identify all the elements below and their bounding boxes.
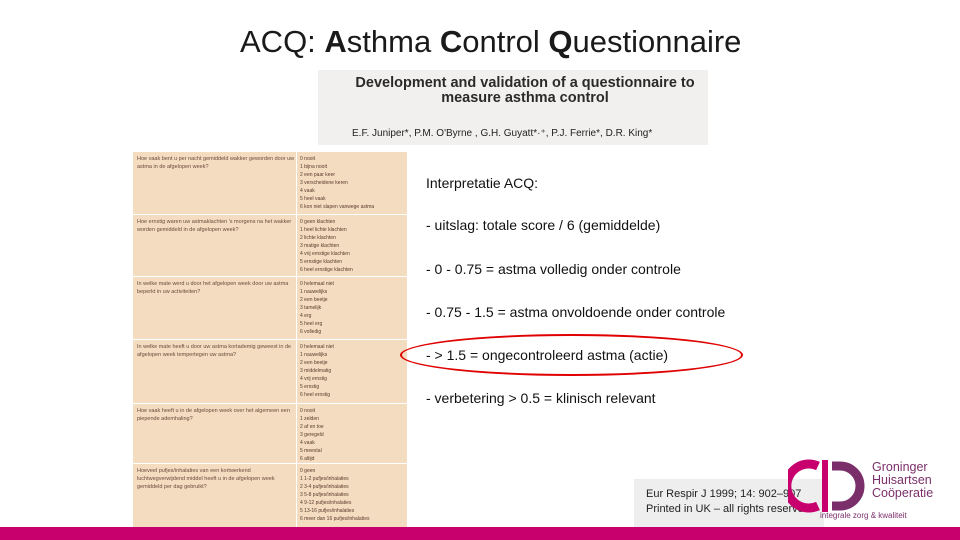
answer-option: 1 zelden: [300, 416, 319, 422]
answer-option: 4 vrij ernstige klachten: [300, 251, 350, 257]
answer-option: 6 heel ernstig: [300, 392, 331, 398]
highlight-oval: [400, 334, 743, 376]
slide-title: [240, 24, 741, 60]
logo-line-1: Groninger: [872, 460, 928, 474]
interpretation-line-score: - uitslag: totale score / 6 (gemiddelde): [426, 217, 661, 233]
question-text: Hoe vaak heeft u in de afgelopen week over het algemeen een piepende ademhaling?: [137, 408, 290, 422]
answer-option: 4 9-12 pufjes/inhalaties: [300, 500, 352, 506]
title-letter-a: A: [324, 24, 347, 59]
question-row: [133, 339, 407, 404]
answer-option: 0 helemaal niet: [300, 281, 334, 287]
answer-option: 3 tamelijk: [300, 305, 322, 311]
answer-option: 6 altijd: [300, 456, 315, 462]
answer-option: 1 bijna nooit: [300, 164, 327, 170]
answer-option: 6 heel ernstige klachten: [300, 267, 353, 273]
interpretation-line-improvement: - verbetering > 0.5 = klinisch relevant: [426, 390, 656, 406]
paper-authors: E.F. Juniper*, P.M. O'Byrne , G.H. Guyatt*·⁺, P.J. Ferrie*, D.R. King*: [352, 128, 653, 139]
answer-option: 3 matige klachten: [300, 243, 340, 249]
answer-option: 2 een beetje: [300, 297, 328, 303]
answer-option: 2 lichte klachten: [300, 235, 336, 241]
answer-option: 6 kon niet slapen vanwege astma: [300, 204, 375, 210]
answer-option: 2 een beetje: [300, 360, 328, 366]
bottom-brand-bar: [0, 527, 960, 540]
answer-option: 1 heel lichte klachten: [300, 227, 347, 233]
interpretation-heading: Interpretatie ACQ:: [426, 175, 539, 191]
citation-rights: Printed in UK – all rights reserved: [646, 503, 810, 515]
answer-option: 3 verscheidene keren: [300, 180, 348, 186]
answer-option: 4 vaak: [300, 440, 315, 446]
question-text: Hoe ernstig waren uw astmaklachten 's morgens na het wakker worden gemiddeld in de afgelopen week?: [137, 219, 292, 233]
answer-option: 2 af en toe: [300, 424, 324, 430]
answer-option: 5 ernstige klachten: [300, 259, 342, 265]
answer-option: 5 heel vaak: [300, 196, 326, 202]
paper-header-image: [318, 70, 708, 145]
question-row: [133, 276, 407, 340]
answer-option: 1 nauwelijks: [300, 289, 328, 295]
questionnaire-image: [133, 151, 407, 527]
answer-option: 4 vrij ernstig: [300, 376, 327, 382]
title-prefix: ACQ:: [240, 24, 325, 59]
title-part-1: sthma: [346, 24, 440, 59]
title-letter-c: C: [439, 24, 463, 59]
question-row: [133, 403, 407, 464]
answer-option: 4 vaak: [300, 188, 315, 194]
title-part-3: uestionnaire: [572, 24, 742, 59]
answer-option: 2 een paar keer: [300, 172, 336, 178]
question-row: [133, 151, 407, 215]
logo-line-3: Coöperatie: [872, 486, 934, 500]
answer-option: 1 nauwelijks: [300, 352, 328, 358]
question-row: [133, 214, 407, 277]
answer-option: 1 1-2 pufjes/inhalaties: [300, 476, 349, 482]
answer-option: 3 middelmatig: [300, 368, 332, 374]
answer-option: 5 heel erg: [300, 321, 323, 327]
question-row: [133, 463, 407, 528]
question-text: Hoe vaak bent u per nacht gemiddeld wakker geworden door uw astma in de afgelopen week?: [137, 156, 295, 170]
question-text: Hoeveel pufjes/inhalaties van een kortwerkend luchtwegverwijdend middel heeft u in de afgelopen week gemiddeld per dag gebruikt?: [137, 468, 275, 490]
answer-option: 3 geregeld: [300, 432, 324, 438]
interpretation-line-partly: - 0.75 - 1.5 = astma onvoldoende onder controle: [426, 304, 726, 320]
title-letter-q: Q: [548, 24, 573, 59]
citation-journal: Eur Respir J 1999; 14: 902–907: [646, 488, 802, 500]
question-text: In welke mate werd u door het afgelopen week door uw astma beperkt in uw activiteiten?: [137, 281, 289, 295]
interpretation-line-controlled: - 0 - 0.75 = astma volledig onder controle: [426, 261, 681, 277]
answer-option: 3 5-8 pufjes/inhalaties: [300, 492, 349, 498]
logo-tagline: integrale zorg & kwaliteit: [820, 511, 907, 520]
answer-option: 5 13-16 pufjes/inhalaties: [300, 508, 355, 514]
answer-option: 0 nooit: [300, 408, 316, 414]
question-text: In welke mate heeft u door uw astma kortademig geweest in de afgelopen week tempertegen uw astma?: [137, 344, 292, 358]
answer-option: 0 geen klachten: [300, 219, 336, 225]
answer-option: 2 3-4 pufjes/inhalaties: [300, 484, 349, 490]
answer-option: 0 helemaal niet: [300, 344, 334, 350]
answer-option: 0 geen: [300, 468, 316, 474]
logo-mark-icon: [788, 458, 872, 514]
title-part-2: ontrol: [462, 24, 549, 59]
answer-option: 6 volledig: [300, 329, 322, 335]
interpretation-line-uncontrolled: - > 1.5 = ongecontroleerd astma (actie): [426, 347, 669, 363]
paper-title: Development and validation of a questionnaire to measure asthma control: [355, 75, 695, 106]
answer-option: 5 meestal: [300, 448, 322, 454]
answer-option: 4 erg: [300, 313, 312, 319]
answer-option: 6 meer dan 16 pufjes/inhalaties: [300, 516, 370, 522]
ghc-logo: [788, 458, 960, 528]
answer-option: 5 ernstig: [300, 384, 320, 390]
logo-line-2: Huisartsen: [872, 473, 932, 487]
answer-option: 0 nooit: [300, 156, 316, 162]
